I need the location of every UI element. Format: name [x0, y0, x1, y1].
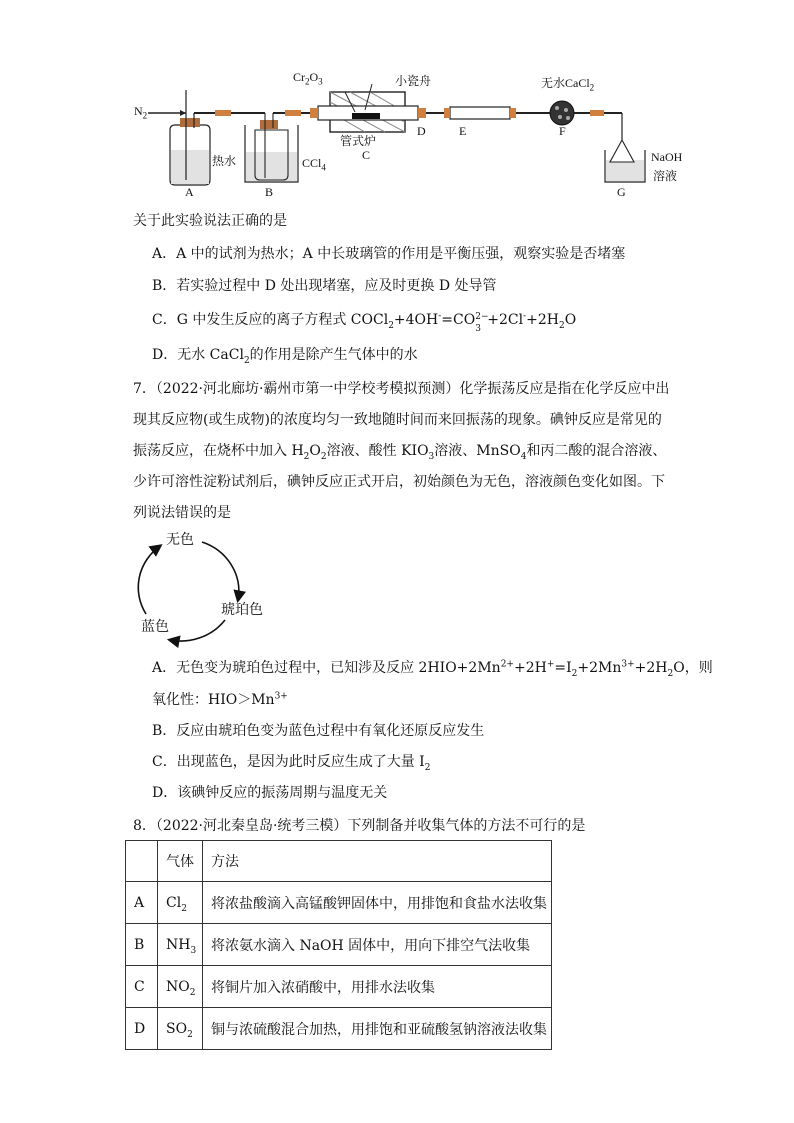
row-method: 铜与浓硫酸混合加热，用排饱和亚硫酸氢钠溶液法收集: [203, 1008, 552, 1050]
funnel: [610, 140, 634, 162]
q7-option-b: B．反应由琥珀色变为蓝色过程中有氧化还原反应发生: [152, 723, 485, 739]
label-cr2o3: $Cr_2O_3$: [293, 70, 323, 87]
arrow-colorless-to-amber: [202, 542, 239, 600]
color-cycle-diagram: [130, 528, 280, 658]
q7-line-3: 振荡反应，在烧杯中加入 $H_2O_2$溶液、酸性 $KIO_3$溶液、MnSO$_4$和丙二酸的混合溶液、: [133, 443, 667, 462]
table-header-row: [126, 841, 552, 882]
label-d: D: [417, 124, 426, 138]
label-e: E: [459, 124, 467, 138]
arrow-blue-to-colorless: [138, 546, 160, 614]
table-row: [126, 924, 552, 966]
row-method: 将铜片加入浓硝酸中，用排水法收集: [203, 966, 552, 1008]
q7-line-4: 少许可溶性淀粉试剂后，碘钟反应正式开启，初始颜色为无色，溶液颜色变化如图。下: [133, 474, 665, 490]
q8-stem: 8．（2022·河北秦皇岛·统考三模）下列制备并收集气体的方法不可行的是: [133, 818, 586, 834]
porcelain-boat: [352, 113, 380, 119]
row-key: D: [126, 1008, 158, 1050]
row-gas: $NH_3$: [158, 924, 203, 966]
row-key: C: [126, 966, 158, 1008]
row-key: A: [126, 882, 158, 924]
row-method: 将浓盐酸滴入高锰酸钾固体中，用排饱和食盐水法收集: [203, 882, 552, 924]
header-cell-method: 方法: [203, 841, 552, 882]
drying-tube-f: [550, 101, 574, 125]
q6-option-a: A．A 中的试剂为热水；A 中长玻璃管的作用是平衡压强，观察实验是否堵塞: [152, 246, 626, 262]
label-cacl2: 无水CaCl$_2$: [541, 76, 595, 93]
q6-option-b: B．若实验过程中 D 处出现堵塞，应及时更换 D 处导管: [152, 278, 497, 294]
arrow-amber-to-blue: [170, 620, 225, 641]
q6-stem: 关于此实验说法正确的是: [133, 213, 287, 229]
label-n2: $N_2$: [134, 104, 148, 121]
label-ccl4: CCl$_4$: [302, 156, 326, 173]
label-b: B: [265, 185, 274, 199]
cycle-label-colorless: 无色: [166, 532, 194, 548]
header-cell-gas: 气体: [158, 841, 203, 882]
q7-option-a: A．无色变为琥珀色过程中，已知涉及反应 $2HIO+2Mn^{2+}+2H^+=I_2+2Mn^{3+}+2H_2O$，则: [152, 659, 713, 679]
label-a: A: [185, 185, 194, 199]
cycle-label-amber: 琥珀色: [221, 602, 263, 618]
header-cell-key: [126, 841, 158, 882]
gas-table: [125, 840, 552, 1050]
label-solution: 溶液: [653, 169, 678, 183]
q7-option-a-line-2: 氧化性：$HIO>Mn^{3+}$: [152, 691, 288, 708]
label-f: F: [559, 124, 566, 138]
q7-option-d: D．该碘钟反应的振荡周期与温度无关: [152, 785, 388, 801]
row-method: 将浓氨水滴入 NaOH 固体中，用向下排空气法收集: [203, 924, 552, 966]
row-key: B: [126, 924, 158, 966]
q6-option-c: C．G 中发生反应的离子方程式 COCl$_2$+4OH-=CO 2− 3 $+2Cl^-+2H_2O$: [152, 311, 577, 334]
label-hot-water: 热水: [212, 154, 237, 168]
label-boat: 小瓷舟: [395, 74, 432, 88]
row-gas: $NO_2$: [158, 966, 203, 1008]
q7-line-1: 7．（2022·河北廊坊·霸州市第一中学校考模拟预测）化学振荡反应是指在化学反应中出: [133, 381, 670, 397]
row-gas: $Cl_2$: [158, 882, 203, 924]
q7-option-c: C．出现蓝色，是因为此时反应生成了大量 $I_2$: [152, 754, 431, 773]
row-gas: $SO_2$: [158, 1008, 203, 1050]
table-row: [126, 882, 552, 924]
q6-option-d: D．无水 CaCl$_2$的作用是除产生气体中的水: [152, 347, 418, 366]
q7-line-2: 现其反应物(或生成物)的浓度均匀一致地随时间而来回振荡的现象。碘钟反应是常见的: [133, 412, 662, 428]
q7-line-5: 列说法错误的是: [133, 505, 231, 521]
label-g: G: [617, 185, 626, 199]
label-naoh: NaOH: [651, 150, 683, 164]
table-row: [126, 966, 552, 1008]
stopper-a: [180, 118, 200, 127]
tube-e: [450, 107, 510, 119]
cycle-label-blue: 蓝色: [141, 619, 169, 635]
table-row: [126, 1008, 552, 1050]
label-furnace: 管式炉: [340, 134, 377, 148]
label-c: C: [362, 148, 371, 162]
